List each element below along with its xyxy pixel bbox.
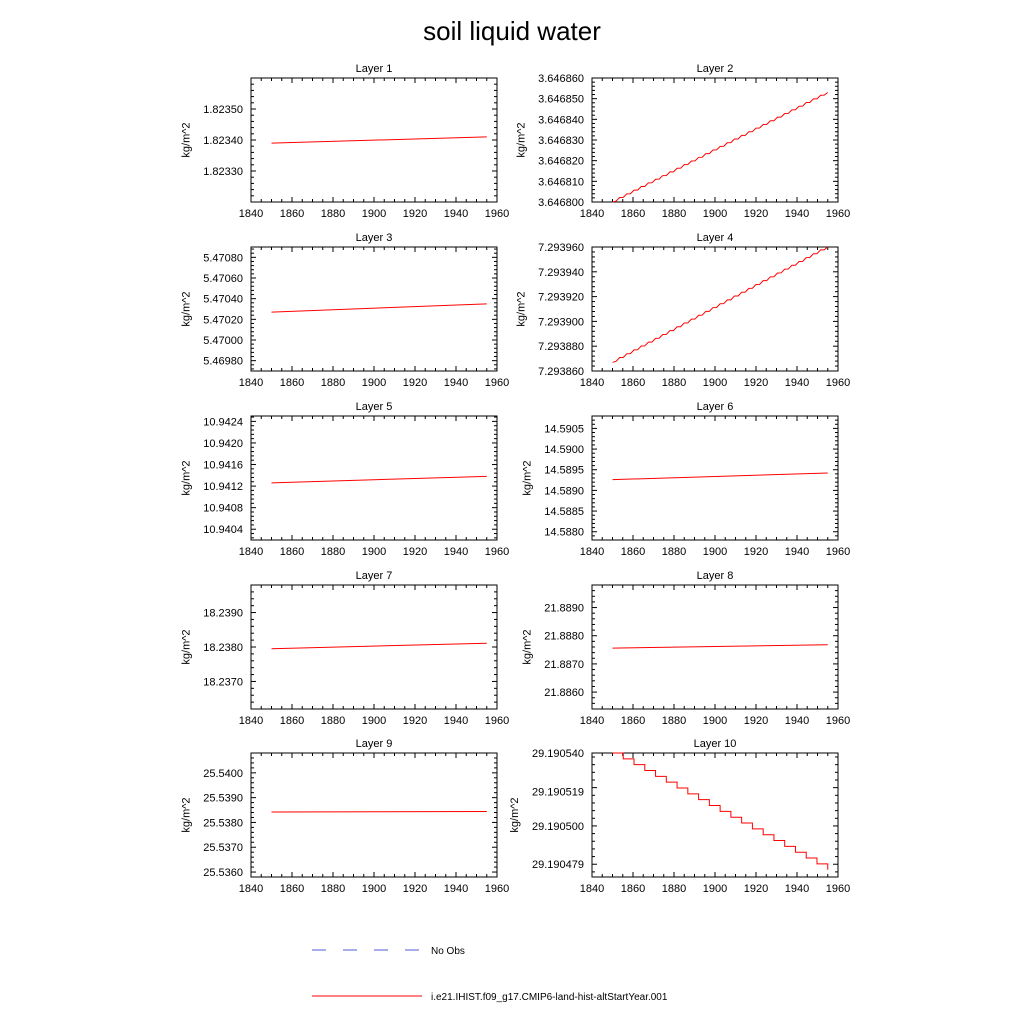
- y-tick-label: 29.190540: [532, 748, 584, 760]
- x-tick-label: 1860: [620, 546, 646, 558]
- x-tick-label: 1940: [784, 208, 810, 220]
- panel-title: Layer 4: [696, 232, 734, 244]
- panel-layer-4: [515, 232, 850, 389]
- x-tick-label: 1900: [361, 883, 387, 895]
- x-tick-label: 1880: [661, 546, 687, 558]
- y-tick-label: 29.190500: [532, 820, 584, 833]
- x-tick-label: 1920: [743, 546, 769, 558]
- x-tick-label: 1900: [361, 715, 387, 727]
- panel-title: Layer 10: [693, 738, 737, 750]
- panel-layer-8: [522, 570, 851, 727]
- x-tick-label: 1920: [402, 546, 428, 558]
- series-line: [613, 247, 828, 362]
- y-tick-label: 7.293880: [538, 341, 584, 354]
- y-axis-label: kg/m^2: [180, 291, 193, 327]
- y-tick-label: 7.293900: [538, 316, 584, 329]
- legend-label-model: i.e21.IHIST.f09_g17.CMIP6-land-hist-altStartYear.001: [431, 992, 668, 1003]
- legend: [312, 946, 668, 1003]
- x-tick-label: 1840: [579, 715, 605, 727]
- y-tick-label: 7.293920: [538, 291, 584, 304]
- panel-title: Layer 7: [355, 570, 393, 582]
- x-tick-label: 1840: [238, 377, 264, 389]
- y-tick-label: 18.2380: [203, 642, 243, 654]
- series-line: [272, 137, 487, 143]
- y-tick-label: 10.9412: [203, 481, 243, 494]
- x-tick-label: 1840: [579, 377, 605, 389]
- x-tick-label: 1960: [825, 546, 851, 558]
- y-tick-label: 10.9408: [203, 502, 243, 515]
- x-tick-label: 1960: [484, 377, 510, 389]
- y-tick-label: 14.5880: [544, 526, 584, 539]
- y-tick-label: 3.646820: [538, 155, 584, 168]
- panel-title: Layer 9: [355, 738, 393, 750]
- x-tick-label: 1840: [238, 883, 264, 895]
- x-tick-label: 1920: [743, 208, 769, 220]
- x-tick-label: 1940: [784, 546, 810, 558]
- y-tick-label: 3.646800: [538, 197, 584, 209]
- x-tick-label: 1920: [743, 377, 769, 389]
- series-line: [272, 643, 487, 649]
- x-tick-label: 1840: [579, 546, 605, 558]
- x-tick-label: 1880: [320, 715, 346, 727]
- x-tick-label: 1860: [620, 715, 646, 727]
- panel-title: Layer 5: [355, 401, 393, 413]
- x-tick-label: 1940: [443, 377, 469, 389]
- y-tick-label: 21.8880: [544, 630, 584, 643]
- y-tick-label: 10.9420: [203, 437, 243, 450]
- y-tick-label: 5.47060: [203, 273, 243, 285]
- y-tick-label: 21.8870: [544, 658, 584, 671]
- x-tick-label: 1880: [661, 208, 687, 220]
- x-tick-label: 1940: [443, 715, 469, 727]
- y-axis-label: kg/m^2: [180, 797, 193, 833]
- y-tick-label: 14.5895: [544, 464, 584, 477]
- y-tick-label: 5.47080: [203, 252, 243, 265]
- y-tick-label: 14.5885: [544, 506, 584, 519]
- x-tick-label: 1940: [443, 546, 469, 558]
- x-tick-label: 1920: [402, 883, 428, 895]
- y-axis-label: kg/m^2: [521, 460, 534, 496]
- y-tick-label: 5.46980: [203, 355, 243, 368]
- x-tick-label: 1920: [402, 208, 428, 220]
- y-axis-label: kg/m^2: [509, 797, 522, 833]
- panel-layer-5: [181, 401, 510, 558]
- plot-frame: [251, 247, 497, 371]
- x-tick-label: 1960: [484, 715, 510, 727]
- x-tick-label: 1900: [702, 377, 728, 389]
- y-axis-label: kg/m^2: [180, 629, 193, 665]
- x-tick-label: 1840: [238, 715, 264, 727]
- x-tick-label: 1960: [825, 377, 851, 389]
- panel-title: Layer 1: [355, 63, 393, 75]
- y-tick-label: 3.646830: [538, 135, 584, 147]
- y-tick-label: 14.5905: [544, 423, 584, 436]
- plot-frame: [592, 416, 838, 540]
- y-tick-label: 21.8890: [544, 602, 584, 615]
- panel-layer-9: [181, 738, 510, 895]
- x-tick-label: 1880: [661, 377, 687, 389]
- x-tick-label: 1880: [661, 883, 687, 895]
- x-tick-label: 1900: [361, 546, 387, 558]
- x-tick-label: 1880: [320, 208, 346, 220]
- series-line: [613, 473, 828, 480]
- panel-title: Layer 3: [355, 232, 393, 244]
- x-tick-label: 1920: [402, 715, 428, 727]
- x-tick-label: 1860: [279, 715, 305, 727]
- x-tick-label: 1880: [320, 546, 346, 558]
- x-tick-label: 1960: [825, 715, 851, 727]
- panel-layer-2: [515, 63, 850, 220]
- x-tick-label: 1900: [702, 715, 728, 727]
- y-tick-label: 3.646840: [538, 114, 584, 127]
- y-tick-label: 10.9424: [203, 416, 243, 429]
- x-tick-label: 1900: [702, 208, 728, 220]
- y-tick-label: 10.9404: [203, 524, 243, 537]
- x-tick-label: 1940: [784, 715, 810, 727]
- x-tick-label: 1940: [443, 883, 469, 895]
- y-tick-label: 10.9416: [203, 459, 243, 472]
- y-tick-label: 25.5390: [203, 792, 243, 805]
- y-tick-label: 3.646860: [538, 73, 584, 85]
- y-tick-label: 14.5900: [544, 444, 584, 457]
- y-axis-label: kg/m^2: [180, 122, 193, 158]
- y-tick-label: 7.293960: [538, 242, 584, 254]
- panel-title: Layer 8: [696, 570, 734, 582]
- x-tick-label: 1960: [484, 546, 510, 558]
- panel-layer-3: [181, 232, 510, 389]
- panel-layer-6: [522, 401, 851, 558]
- x-tick-label: 1920: [743, 715, 769, 727]
- x-tick-label: 1860: [279, 546, 305, 558]
- series-line: [613, 645, 828, 648]
- series-line: [272, 304, 487, 312]
- x-tick-label: 1960: [825, 208, 851, 220]
- x-tick-label: 1840: [579, 208, 605, 220]
- x-tick-label: 1840: [238, 208, 264, 220]
- x-tick-label: 1900: [702, 546, 728, 558]
- x-tick-label: 1940: [784, 377, 810, 389]
- x-tick-label: 1960: [484, 883, 510, 895]
- x-tick-label: 1900: [361, 208, 387, 220]
- series-line: [613, 92, 828, 202]
- y-tick-label: 1.82340: [203, 135, 243, 147]
- y-tick-label: 3.646850: [538, 93, 584, 106]
- x-tick-label: 1860: [279, 883, 305, 895]
- y-axis-label: kg/m^2: [521, 629, 534, 665]
- y-tick-label: 3.646810: [538, 176, 584, 189]
- y-tick-label: 5.47000: [203, 335, 243, 347]
- x-tick-label: 1940: [784, 883, 810, 895]
- x-tick-label: 1860: [620, 377, 646, 389]
- x-tick-label: 1860: [620, 883, 646, 895]
- figure-title: soil liquid water: [423, 16, 601, 46]
- y-axis-label: kg/m^2: [515, 291, 528, 327]
- x-tick-label: 1900: [361, 377, 387, 389]
- y-tick-label: 25.5360: [203, 867, 243, 880]
- y-tick-label: 5.47040: [203, 293, 243, 306]
- x-tick-label: 1960: [484, 208, 510, 220]
- panel-layer-1: [181, 63, 510, 220]
- x-tick-label: 1840: [238, 546, 264, 558]
- y-tick-label: 1.82330: [203, 166, 243, 178]
- y-tick-label: 29.190479: [532, 859, 584, 872]
- panel-layer-7: [181, 570, 510, 727]
- panel-layer-10: [509, 738, 850, 895]
- y-tick-label: 29.190519: [532, 786, 584, 799]
- y-tick-label: 18.2370: [203, 676, 243, 689]
- y-tick-label: 1.82350: [203, 104, 243, 116]
- y-tick-label: 14.5890: [544, 485, 584, 498]
- plot-frame: [251, 416, 497, 540]
- y-tick-label: 21.8860: [544, 687, 584, 700]
- plot-frame: [592, 753, 838, 877]
- y-axis-label: kg/m^2: [515, 122, 528, 158]
- plot-frame: [251, 585, 497, 709]
- y-axis-label: kg/m^2: [180, 460, 193, 496]
- y-tick-label: 7.293940: [538, 266, 584, 279]
- x-tick-label: 1920: [743, 883, 769, 895]
- x-tick-label: 1900: [702, 883, 728, 895]
- x-tick-label: 1960: [825, 883, 851, 895]
- plot-frame: [592, 78, 838, 202]
- legend-label-no-obs: No Obs: [431, 946, 465, 957]
- panel-title: Layer 6: [696, 401, 734, 413]
- plot-frame: [592, 247, 838, 371]
- x-tick-label: 1940: [443, 208, 469, 220]
- series-line: [613, 753, 828, 870]
- y-tick-label: 25.5380: [203, 817, 243, 830]
- x-tick-label: 1880: [320, 883, 346, 895]
- y-tick-label: 5.47020: [203, 314, 243, 327]
- plot-frame: [251, 753, 497, 877]
- y-tick-label: 25.5400: [203, 767, 243, 780]
- x-tick-label: 1860: [279, 377, 305, 389]
- x-tick-label: 1880: [320, 377, 346, 389]
- y-tick-label: 7.293860: [538, 366, 584, 378]
- x-tick-label: 1840: [579, 883, 605, 895]
- y-tick-label: 18.2390: [203, 607, 243, 620]
- panel-title: Layer 2: [696, 63, 734, 75]
- panels: [181, 63, 851, 895]
- x-tick-label: 1920: [402, 377, 428, 389]
- x-tick-label: 1860: [620, 208, 646, 220]
- x-tick-label: 1860: [279, 208, 305, 220]
- y-tick-label: 25.5370: [203, 842, 243, 855]
- x-tick-label: 1880: [661, 715, 687, 727]
- series-line: [272, 476, 487, 482]
